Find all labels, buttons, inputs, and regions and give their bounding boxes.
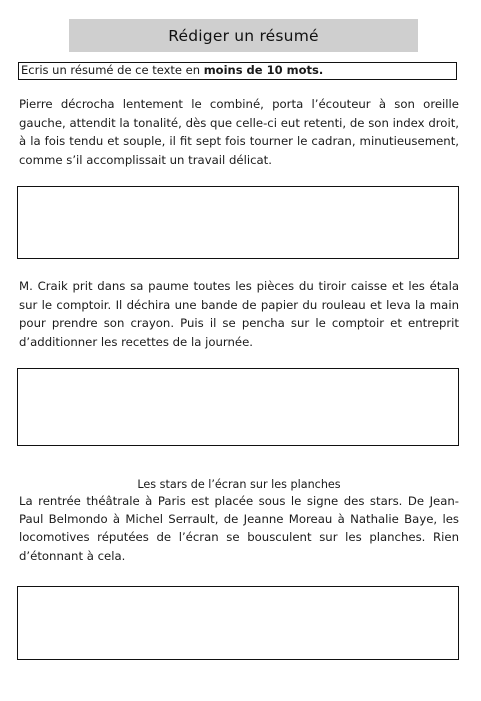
instruction-text: Ecris un résumé de ce texte en: [21, 63, 204, 77]
page-title-banner: [69, 19, 418, 52]
exercise-3-answer-box[interactable]: [17, 586, 459, 660]
exercise-3-title: Les stars de l’écran sur les planches: [137, 478, 341, 491]
instruction-box: [18, 62, 457, 80]
exercise-2-answer-box[interactable]: [17, 368, 459, 446]
instruction-emphasis: moins de 10 mots.: [203, 63, 324, 77]
exercise-2-text: M. Craik prit dans sa paume toutes les pièces du tiroir caisse et les étala sur le comptoir. Il déchira une bande de papier du rouleau et leva la main pour prendre son crayon. Puis il se pencha sur le comptoir et entreprit d’additionner les recettes de la journée.: [19, 279, 459, 349]
exercise-1-text: Pierre décrocha lentement le combiné, porta l’écouteur à son oreille gauche, attendit la tonalité, dès que celle-ci eut retenti, de son index droit, à la fois tendu et souple, il fit sept fois tourner le cadran, minutieusement, comme s’il accomplissait un travail délicat.: [19, 97, 459, 167]
exercise-1-answer-box[interactable]: [17, 186, 459, 259]
page-title: Rédiger un résumé: [168, 26, 319, 45]
exercise-3-text: La rentrée théâtrale à Paris est placée sous le signe des stars. De Jean-Paul Belmondo à Michel Serrault, de Jeanne Moreau à Nathalie Baye, les locomotives réputées de l’écran se bousculent sur les planches. Rien d’étonnant à cela.: [19, 494, 459, 563]
